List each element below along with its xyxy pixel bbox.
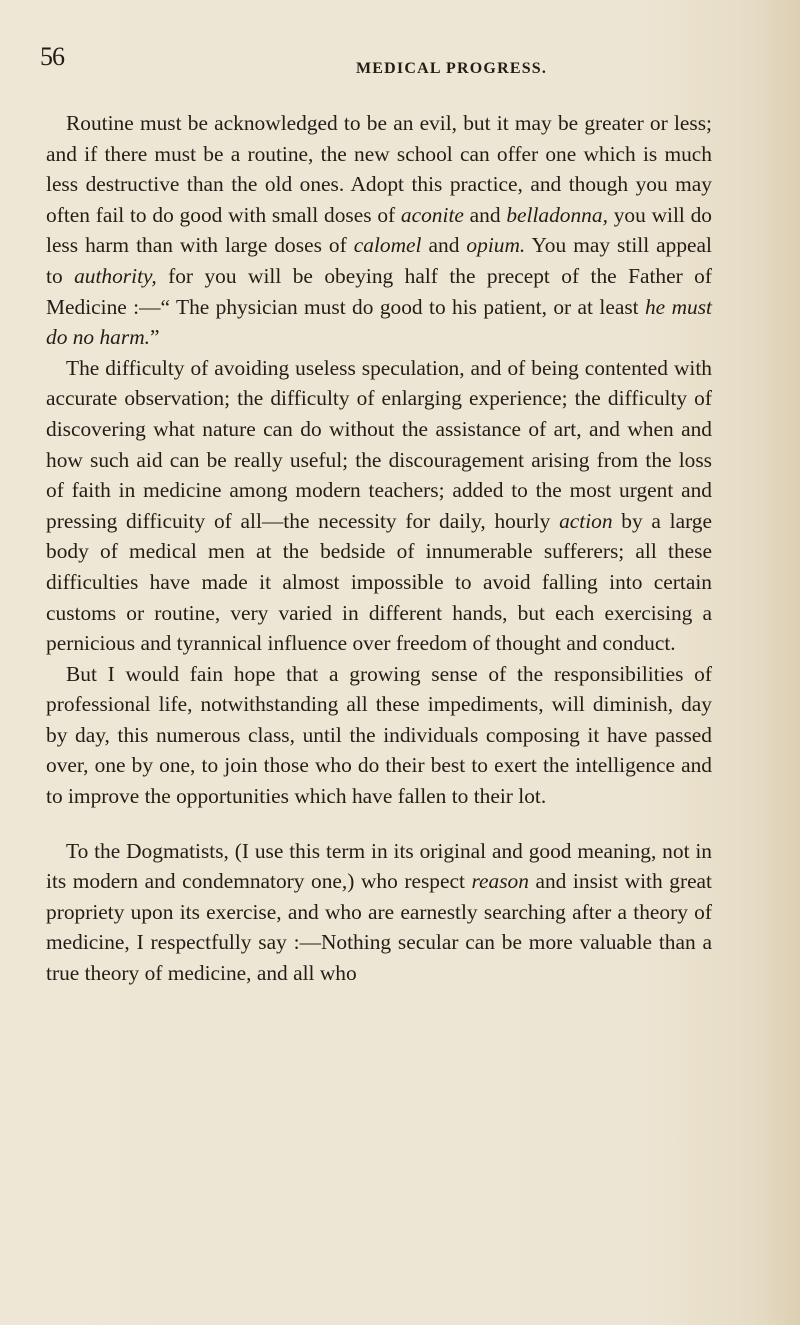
text-segment: and insist with great propriety upon its exercise, and who are earnestly searching after a theory of medicine, I respectfully say :—Nothing secular can be more valuable than a true theory of medicine, and all who [46,869,712,986]
page-header [40,42,760,80]
text-segment: for you will be obeying half the precept of the Father of Medicine :—“ The physician must do good to his patient, or at least [46,263,712,319]
text-segment: You may still appeal to [46,233,712,288]
text-segment: The difficulty of avoiding useless speculation, and of being contented with accurate observation; the difficulty of enlarging experience; the difficulty of discovering what nature can do without the assistance of art, and when and how such aid can be really useful; the discouragement arising from the loss of faith in medicine among modern teachers; added to the most urgent and pressing difficuity of all—the necessity for daily, hourly [46,355,712,533]
italic-term-authority: authority, [74,263,157,288]
paragraph-difficulties [46,353,712,659]
text-segment: But I would fain hope that a growing sense of the responsibilities of professional life, notwithstanding all these impediments, will diminish, day by day, this numerous class, until the individuals composing it have passed over, one by one, to join those who do their best to exert the intelligence and to improve the opportunities which have fallen to their lot. [46,661,712,809]
italic-term-reason: reason [471,869,529,894]
italic-term-calomel: calomel [353,233,422,258]
text-segment: by a large body of medical men at the bedside of innumerable sufferers; all these difficulties have made it almost impossible to avoid falling into certain customs or routine, very varied in different hands, but each exercising a pernicious and tyrannical influence over freedom of thought and conduct. [46,508,712,656]
text-segment: and [463,202,507,227]
italic-term-opium: opium. [466,233,526,258]
body-text [46,108,712,989]
paragraph-hope [46,659,712,812]
text-segment: and [421,233,467,258]
italic-term-aconite: aconite [400,202,464,227]
italic-quote-no-harm: he must do no harm. [46,294,712,350]
text-segment: Routine must be acknowledged to be an evil, but it may be greater or less; and if there must be a routine, the new school can offer one which is much less destructive than the old ones. Adopt this practice, and though you may often fail to do good with small doses of [46,111,712,227]
paragraph-routine [46,108,712,353]
italic-term-action: action [559,508,613,533]
running-head: MEDICAL PROGRESS. [356,60,548,77]
text-segment: ” [150,325,160,350]
paragraph-dogmatists [46,836,712,989]
text-segment: To the Dogmatists, (I use this term in its original and good meaning, not in its modern and condemnatory one,) who respect [46,838,712,894]
page-number: 56 [40,42,64,71]
italic-term-belladonna: belladonna, [506,202,608,227]
text-segment: you will do less harm than with large doses of [46,202,712,258]
